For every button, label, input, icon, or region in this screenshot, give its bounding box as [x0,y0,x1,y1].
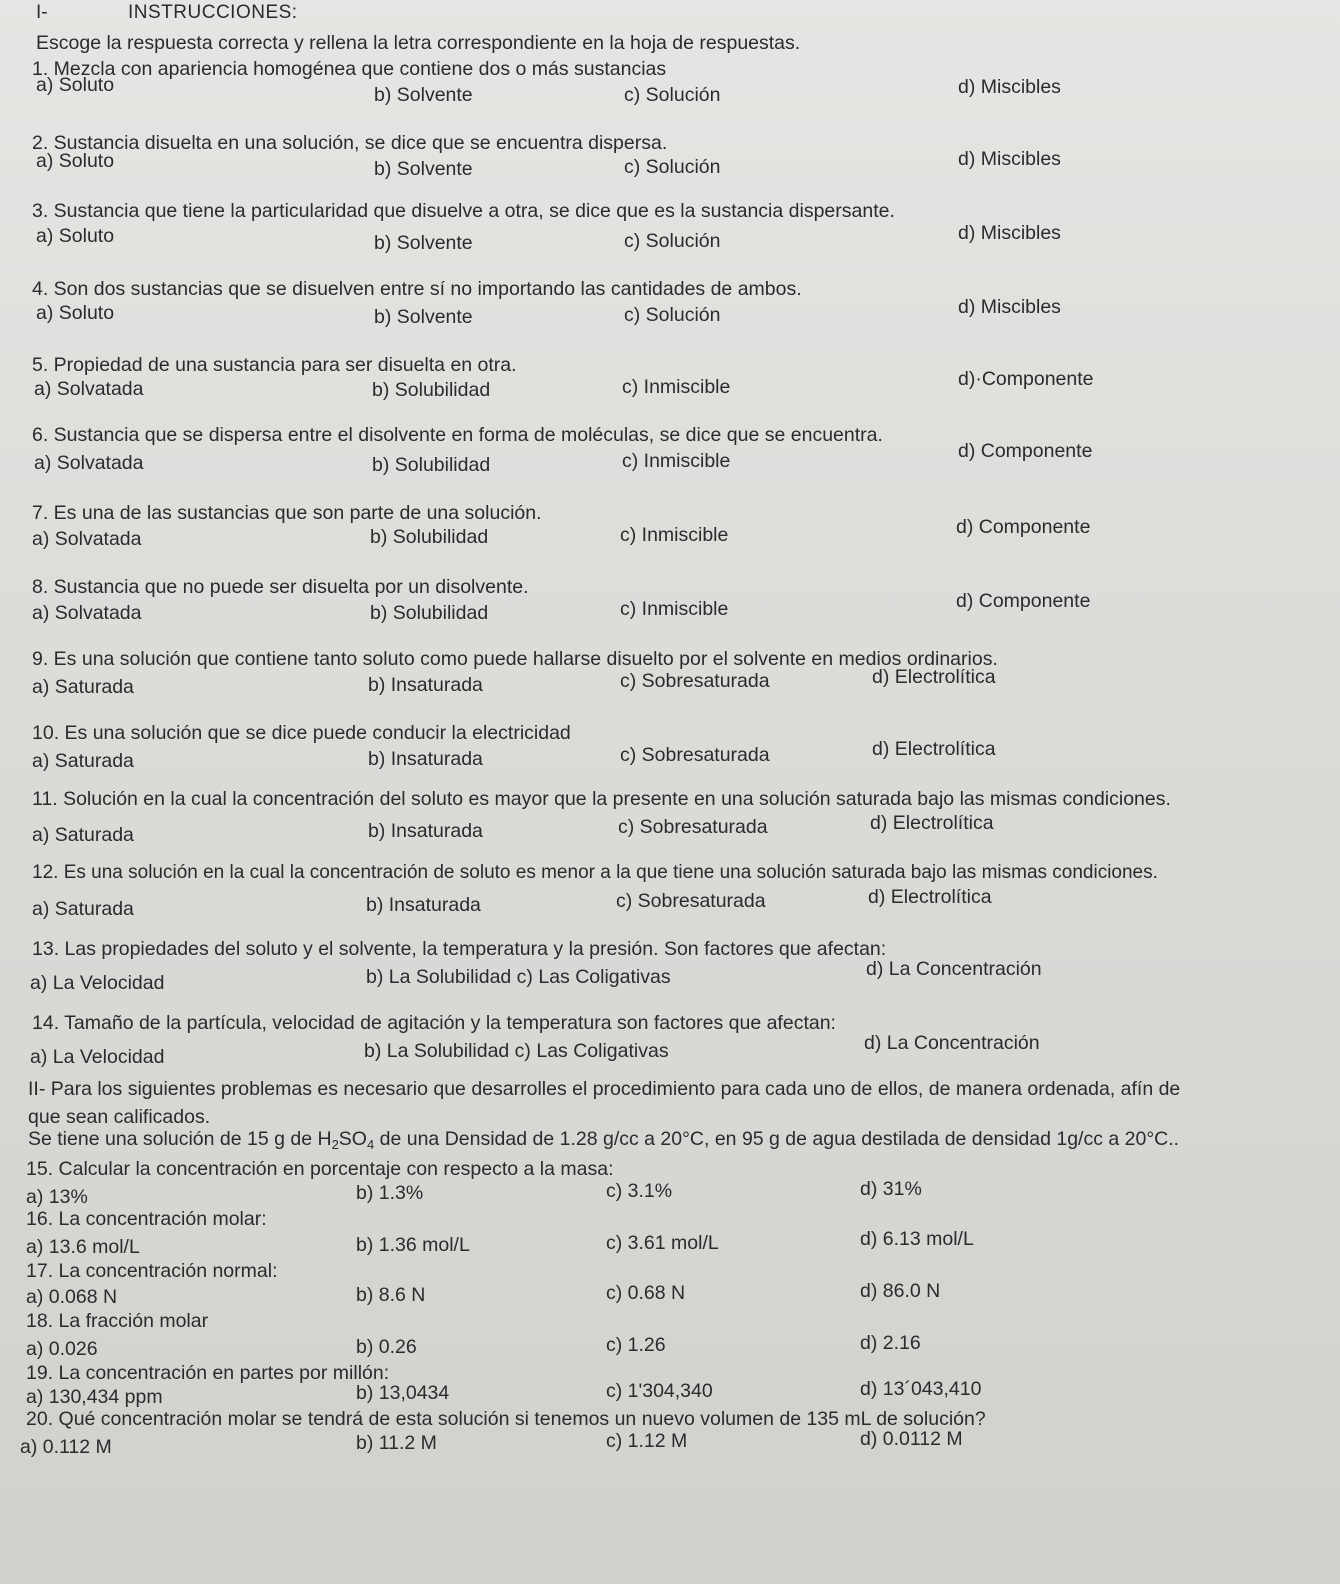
option-d: d) 86.0 N [860,1280,941,1302]
question-text: 2. Sustancia disuelta en una solución, se dice que se encuentra dispersa. [32,132,668,154]
option-a: a) 0.068 N [26,1286,118,1308]
question-2 [32,132,1322,192]
question-9 [32,648,1322,708]
question-text: 4. Son dos sustancias que se disuelven entre sí no importando las cantidades de ambos. [32,278,802,300]
option-d: d) 2.16 [860,1332,921,1354]
option-c: c) Sobresaturada [616,890,766,912]
problem-18 [26,1310,1316,1370]
option-c: c) Inmiscible [622,376,731,398]
question-text: 17. La concentración normal: [26,1260,278,1282]
option-a: a) Soluto [36,225,115,247]
option-a: a) La Velocidad [30,972,165,994]
question-text: 19. La concentración en partes por millón: [26,1362,390,1384]
option-a: a) Soluto [36,150,115,172]
option-a: a) Solvatada [32,602,142,624]
option-c: c) 1.12 M [606,1430,688,1452]
option-d: d) 31% [860,1178,922,1200]
option-b: b) Solvente [374,232,473,254]
option-d: d) Miscibles [958,296,1061,318]
option-a: a) Saturada [32,676,134,698]
question-14 [32,1012,1322,1072]
option-c: c) Solución [624,156,721,178]
option-b: b) Solubilidad [370,602,489,624]
option-d: d) Miscibles [958,76,1061,98]
question-text: 12. Es una solución en la cual la concentración de soluto es menor a la que tiene una solución saturada bajo las mismas condiciones. [32,862,1158,883]
option-d: d) Miscibles [958,148,1061,170]
instruction-text: Escoge la respuesta correcta y rellena la letra correspondiente en la hoja de respuestas. [36,32,801,54]
option-c: c) Sobresaturada [620,744,770,766]
section2-instruction-line2: que sean calificados. [28,1106,211,1128]
option-b: b) Solubilidad [372,454,491,476]
question-text: 6. Sustancia que se dispersa entre el disolvente en forma de moléculas, se dice que se encuentra. [32,424,883,446]
section-number: I- [36,2,48,23]
problem-20 [20,1408,1310,1468]
option-a: a) 13% [26,1186,88,1208]
question-text: 18. La fracción molar [26,1310,209,1332]
option-d: d) Electrolítica [868,886,992,908]
option-b: b) Solubilidad [372,379,491,401]
option-c: c) 1.26 [606,1334,666,1356]
option-b: b) 0.26 [356,1336,417,1358]
option-a: a) 0.026 [26,1338,98,1360]
option-a: a) Saturada [32,898,134,920]
option-b: b) Solubilidad [370,526,489,548]
question-text: 11. Solución en la cual la concentración del soluto es mayor que la presente en una solución saturada bajo las mismas condiciones. [32,788,1171,810]
option-b: b) 1.3% [356,1182,424,1204]
option-d: d) Electrolítica [870,812,994,834]
option-b: b) Solvente [374,84,473,106]
question-4 [32,278,1322,338]
option-b: b) 11.2 M [356,1432,437,1454]
question-13 [32,938,1322,998]
option-d: d) Componente [956,516,1091,538]
question-3 [32,200,1322,260]
option-c: c) 3.1% [606,1180,673,1202]
option-d: d) Componente [956,590,1091,612]
option-a: a) Solvatada [34,378,144,400]
option-d: d) 6.13 mol/L [860,1228,974,1250]
question-8 [32,576,1322,636]
question-text: 9. Es una solución que contiene tanto soluto como puede hallarse disuelto por el solvente en medios ordinarios. [32,648,998,670]
question-text: 15. Calcular la concentración en porcentaje con respecto a la masa: [26,1158,614,1180]
question-5 [32,354,1322,414]
option-d: d) La Concentración [866,958,1042,980]
option-a: a) Saturada [32,824,134,846]
question-1 [32,58,1322,118]
question-12 [32,862,1322,922]
option-a: a) 0.112 M [20,1436,112,1458]
option-d: d) Electrolítica [872,738,996,760]
option-d: d) 0.0112 M [860,1428,963,1450]
option-d: d) 13´043,410 [860,1378,982,1400]
option-b: b) Insaturada [368,674,483,696]
option-c: c) 3.61 mol/L [606,1232,719,1254]
option-c: c) Solución [624,304,721,326]
option-c: c) Solución [624,230,721,252]
option-a: a) Soluto [36,74,115,96]
question-text: 14. Tamaño de la partícula, velocidad de agitación y la temperatura son factores que afectan: [32,1012,836,1034]
option-b: b) 13,0434 [356,1382,450,1404]
section-title: INSTRUCCIONES: [128,2,298,23]
option-d: d) Electrolítica [872,666,996,688]
option-c: c) Inmiscible [620,598,729,620]
problem-16 [26,1208,1316,1268]
question-text: 5. Propiedad de una sustancia para ser disuelta en otra. [32,354,517,376]
option-b-c: b) La Solubilidad c) Las Coligativas [364,1040,669,1062]
option-a: a) La Velocidad [30,1046,165,1068]
option-c: c) 1'304,340 [606,1380,713,1402]
problem-statement: Se tiene una solución de 15 g de $H_2SO_4$ de una Densidad de 1.28 g/cc a 20°C, en 95 g de agua destilada de densidad 1g/cc a 20°C.. [28,1128,1180,1152]
question-text: 20. Qué concentración molar se tendrá de esta solución si tenemos un nuevo volumen de 135 mL de solución? [26,1408,986,1430]
question-10 [32,722,1322,782]
question-11 [32,788,1322,848]
question-text: 16. La concentración molar: [26,1208,267,1230]
option-b: b) 1.36 mol/L [356,1234,470,1256]
option-d: d) Miscibles [958,222,1061,244]
option-a: a) Soluto [36,302,115,324]
option-d: d) Componente [958,440,1093,462]
option-b-c: b) La Solubilidad c) Las Coligativas [366,966,671,988]
option-b: b) Solvente [374,158,473,180]
question-6 [32,424,1322,484]
option-c: c) Sobresaturada [620,670,770,692]
option-c: c) 0.68 N [606,1282,686,1304]
question-7 [32,502,1322,562]
option-c: c) Solución [624,84,721,106]
option-b: b) Insaturada [366,894,481,916]
option-c: c) Sobresaturada [618,816,768,838]
option-c: c) Inmiscible [622,450,731,472]
question-text: 8. Sustancia que no puede ser disuelta por un disolvente. [32,576,529,598]
question-text: 3. Sustancia que tiene la particularidad que disuelve a otra, se dice que es la sustancia dispersante. [32,200,895,222]
option-d: d) La Concentración [864,1032,1040,1054]
question-text: 1. Mezcla con apariencia homogénea que contiene dos o más sustancias [32,58,667,80]
option-d: d)·Componente [958,368,1094,390]
option-a: a) Solvatada [32,528,142,550]
option-a: a) 130,434 ppm [26,1386,163,1408]
section2-instruction-line1: II- Para los siguientes problemas es necesario que desarrolles el procedimiento para cada uno de ellos, de manera ordenada, afín de [28,1078,1181,1100]
option-b: b) Solvente [374,306,473,328]
option-b: b) Insaturada [368,820,483,842]
question-text: 10. Es una solución que se dice puede conducir la electricidad [32,722,571,744]
question-text: 13. Las propiedades del soluto y el solvente, la temperatura y la presión. Son factores que afectan: [32,938,887,960]
option-b: b) Insaturada [368,748,483,770]
option-b: b) 8.6 N [356,1284,426,1306]
question-text: 7. Es una de las sustancias que son parte de una solución. [32,502,542,524]
option-c: c) Inmiscible [620,524,729,546]
option-a: a) Solvatada [34,452,144,474]
option-a: a) 13.6 mol/L [26,1236,140,1258]
option-a: a) Saturada [32,750,134,772]
